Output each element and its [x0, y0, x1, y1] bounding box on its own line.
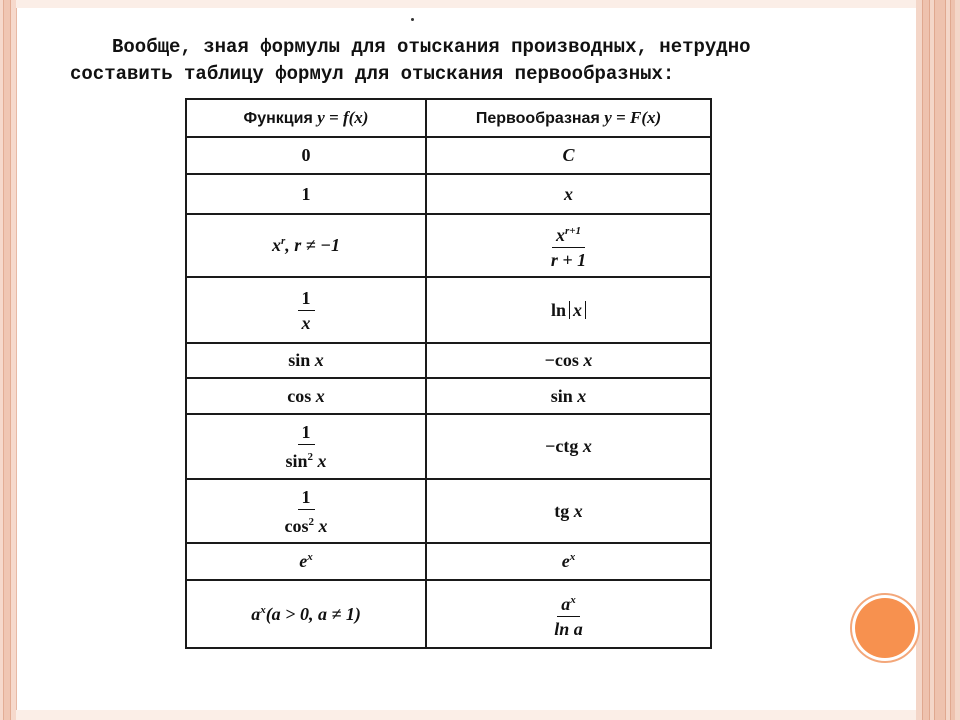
fraction-numerator-base: x — [555, 225, 565, 245]
table-header-row — [186, 99, 711, 137]
intro-text — [70, 34, 830, 88]
slide-frame-right — [916, 0, 960, 720]
function-cell — [186, 378, 426, 414]
fraction-numerator-exponent: x — [570, 593, 576, 606]
intro-line-2: составить таблицу формул для отыскания первообразных: — [70, 63, 675, 85]
fraction-numerator: 1 — [298, 422, 315, 445]
denominator-variable: x — [318, 515, 328, 536]
function-variable: x — [315, 385, 325, 406]
fraction-numerator-exponent: r+1 — [564, 225, 582, 237]
primitive-name: −cos — [544, 350, 579, 370]
function-fraction — [298, 288, 315, 333]
table-row — [186, 378, 711, 414]
fraction-numerator: 1 — [298, 288, 315, 311]
primitive-value: C — [562, 145, 575, 165]
primitive-variable: x — [582, 436, 592, 456]
primitive-cell — [426, 277, 711, 343]
function-cell — [186, 214, 426, 277]
function-condition: (a > 0, a ≠ 1) — [265, 603, 361, 624]
table-row — [186, 214, 711, 277]
primitive-cell — [426, 543, 711, 580]
function-name: sin — [288, 350, 311, 370]
header-primitive-math: y = F(x) — [604, 108, 662, 127]
primitive-cell — [426, 214, 711, 277]
function-value: 1 — [301, 183, 311, 204]
primitive-name: sin — [550, 385, 573, 406]
header-primitive-label: Первообразная — [475, 110, 600, 127]
small-dot — [411, 18, 414, 21]
ln-function: ln — [550, 299, 566, 320]
fraction-numerator-base: a — [561, 593, 571, 614]
function-cell — [186, 543, 426, 580]
function-value: 0 — [301, 145, 311, 165]
primitive-base: e — [561, 551, 570, 571]
denominator-exponent: 2 — [308, 515, 314, 528]
function-base: e — [299, 551, 308, 571]
function-cell — [186, 174, 426, 214]
function-fraction — [281, 487, 332, 536]
intro-line-1: Вообще, зная формулы для отыскания производных, нетрудно — [112, 36, 751, 58]
primitive-name: −ctg — [545, 436, 579, 456]
primitive-cell — [426, 174, 711, 214]
primitive-cell — [426, 414, 711, 479]
primitive-variable: x — [583, 350, 593, 370]
fraction-denominator: x — [301, 312, 311, 333]
slide-frame-top — [16, 0, 916, 8]
function-cell — [186, 479, 426, 543]
primitive-variable: x — [577, 385, 587, 406]
primitive-cell — [426, 343, 711, 378]
denominator-variable: x — [317, 451, 327, 471]
function-cell — [186, 414, 426, 479]
primitive-cell — [426, 137, 711, 174]
antiderivative-table — [185, 98, 712, 649]
primitive-exponent: x — [569, 551, 576, 563]
orange-circle-decoration — [855, 598, 915, 658]
function-condition: , r ≠ −1 — [285, 235, 341, 255]
primitive-cell — [426, 479, 711, 543]
function-fraction — [281, 422, 330, 471]
function-cell — [186, 580, 426, 648]
table-row — [186, 137, 711, 174]
primitive-fraction — [550, 590, 587, 639]
primitive-cell — [426, 580, 711, 648]
header-function-label: Функция — [243, 110, 313, 127]
denominator-function: cos — [284, 515, 309, 536]
denominator-function: sin — [285, 451, 308, 471]
function-base: a — [251, 603, 261, 624]
function-cell — [186, 137, 426, 174]
header-function — [186, 99, 426, 137]
primitive-variable: x — [573, 500, 583, 521]
table-row — [186, 414, 711, 479]
table-row — [186, 543, 711, 580]
denominator-exponent: 2 — [307, 451, 314, 463]
primitive-value: x — [564, 183, 573, 204]
slide-frame-bottom — [16, 710, 916, 720]
function-exponent: r — [280, 235, 286, 247]
header-primitive — [426, 99, 711, 137]
fraction-numerator: 1 — [298, 487, 315, 510]
absolute-value: x — [569, 301, 586, 319]
primitive-name: tg — [554, 500, 570, 521]
function-name: cos — [287, 385, 312, 406]
header-function-math: y = f(x) — [317, 108, 369, 127]
function-base: x — [271, 235, 281, 255]
table-row — [186, 174, 711, 214]
function-cell — [186, 277, 426, 343]
primitive-fraction — [547, 221, 590, 270]
table-row — [186, 580, 711, 648]
table-row — [186, 343, 711, 378]
table-row — [186, 277, 711, 343]
function-exponent: x — [260, 603, 266, 616]
fraction-denominator: ln a — [554, 618, 583, 639]
function-exponent: x — [307, 551, 313, 563]
function-cell — [186, 343, 426, 378]
table-row — [186, 479, 711, 543]
slide-frame-left — [0, 0, 17, 720]
function-variable: x — [314, 350, 324, 370]
fraction-denominator: r + 1 — [550, 250, 587, 270]
primitive-cell — [426, 378, 711, 414]
